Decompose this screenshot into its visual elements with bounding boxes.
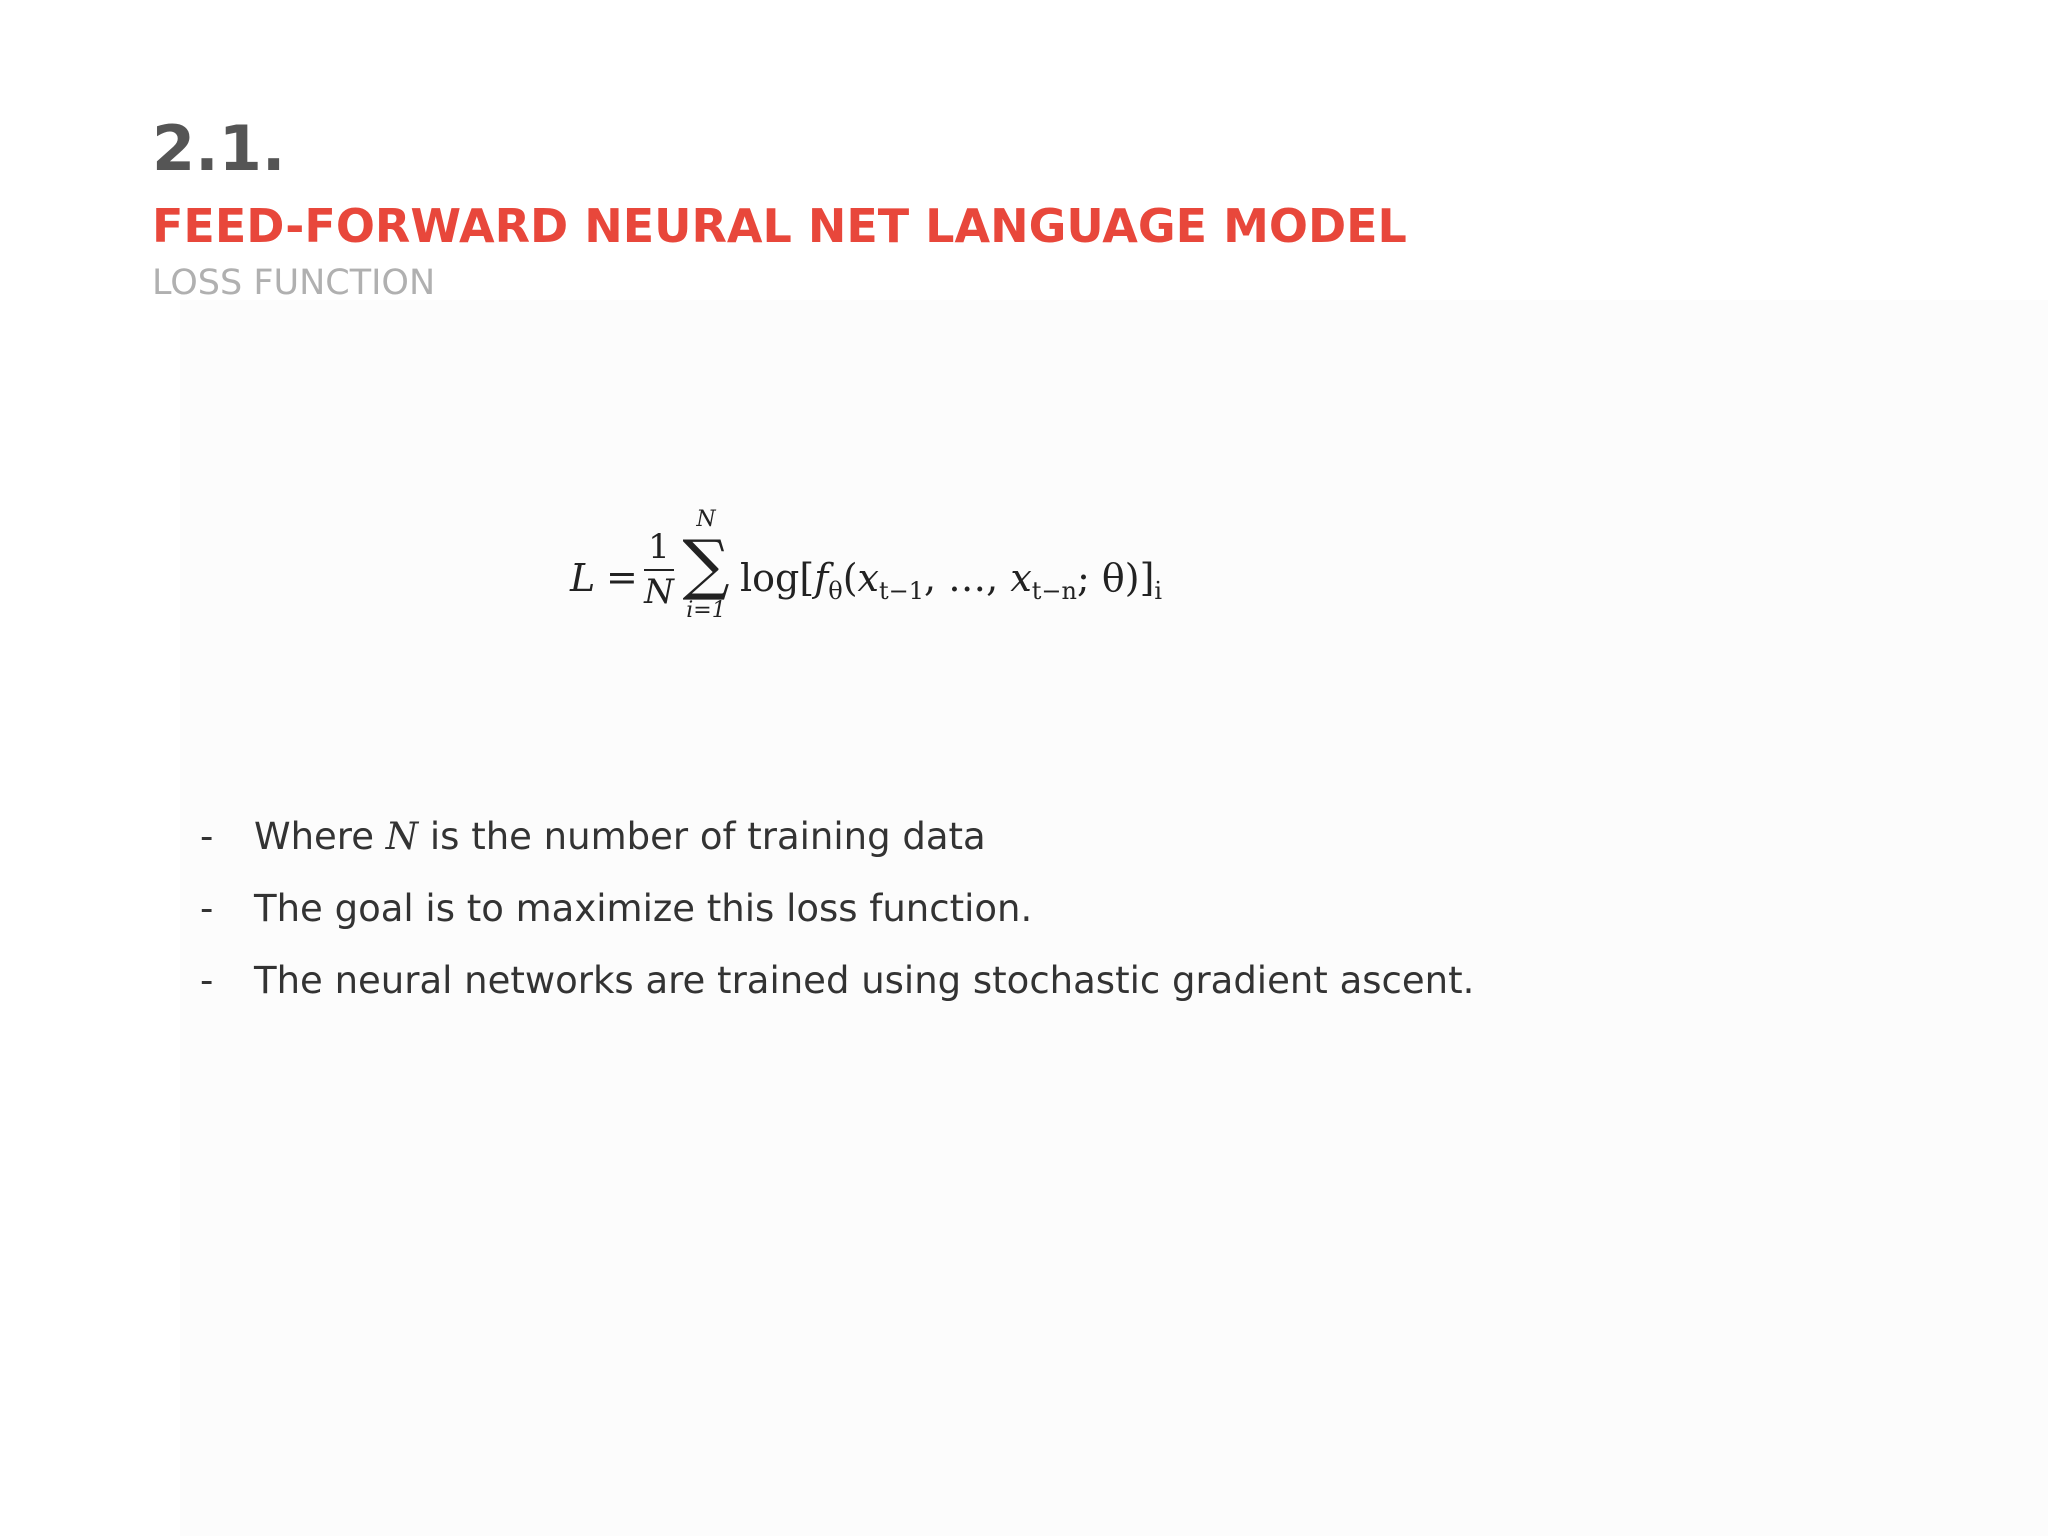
section-number: 2.1. xyxy=(152,112,286,185)
bullet-text-before: Where xyxy=(254,815,386,858)
bullet-list xyxy=(200,810,1474,1026)
x2-symbol: x xyxy=(1010,556,1032,600)
ellipsis: , …, xyxy=(924,556,1011,600)
x1-symbol: x xyxy=(857,556,879,600)
fraction-bar xyxy=(644,569,674,571)
f-symbol: f xyxy=(814,556,829,600)
sigma-symbol: ∑ xyxy=(682,526,730,603)
bullet-text: The neural networks are trained using stochastic gradient ascent. xyxy=(254,959,1475,1002)
fraction-denominator: N xyxy=(644,572,674,612)
open-paren: ( xyxy=(842,556,858,600)
outer-subscript: i xyxy=(1154,577,1163,605)
theta-part: ; θ)] xyxy=(1077,556,1155,600)
slide-title: FEED-FORWARD NEURAL NET LANGUAGE MODEL xyxy=(152,199,1407,253)
formula-summation xyxy=(678,508,734,624)
x1-subscript: t−1 xyxy=(878,577,925,605)
formula-lhs: L xyxy=(570,556,596,600)
bullet-text-after: is the number of training data xyxy=(418,815,986,858)
list-item xyxy=(200,954,1474,1026)
bullet-dash: - xyxy=(200,887,214,930)
bullet-dash: - xyxy=(200,815,214,858)
fraction-numerator: 1 xyxy=(648,527,670,567)
slide-subtitle: LOSS FUNCTION xyxy=(152,263,436,303)
bullet-text: The goal is to maximize this loss function. xyxy=(254,887,1033,930)
f-subscript: θ xyxy=(828,577,843,605)
x2-subscript: t−n xyxy=(1031,577,1077,605)
bullet-dash: - xyxy=(200,959,214,1002)
list-item xyxy=(200,810,1474,882)
formula-body xyxy=(740,556,1163,605)
loss-formula xyxy=(570,508,1270,658)
math-variable-n: N xyxy=(385,815,419,858)
sum-lower-limit: i=1 xyxy=(686,598,726,623)
formula-fraction xyxy=(644,528,674,611)
list-item xyxy=(200,882,1474,954)
log-term: log[ xyxy=(740,556,815,600)
formula-equals: = xyxy=(606,555,638,599)
sum-upper-limit: N xyxy=(696,507,716,532)
